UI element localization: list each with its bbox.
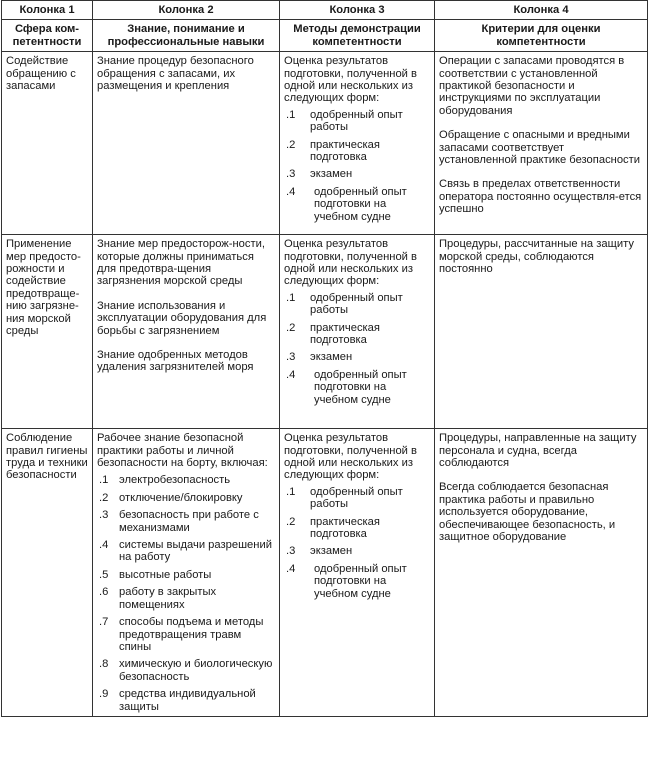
methods-cell [280, 235, 435, 429]
list-number: .9 [99, 688, 109, 701]
list-text: химическую и биологическую безопасность [119, 658, 273, 683]
list-text: экзамен [310, 168, 353, 181]
list-text: практическая подготовка [310, 321, 380, 347]
methods-intro: Оценка результатов подготовки, полученной в одной или нескольких из следующих форм: [284, 432, 417, 482]
competence-cell: Содействие обращению с запасами [2, 52, 93, 235]
knowledge-paragraph: Знание использования и эксплуатации оборудования для борьбы с загрязнением [97, 299, 267, 337]
knowledge-cell [93, 235, 280, 429]
list-item [97, 509, 275, 534]
list-text: высотные работы [119, 568, 212, 581]
list-text: одобренный опыт подготовки на учебном судне [314, 368, 407, 406]
list-text: практическая подготовка [310, 138, 380, 164]
list-item [97, 569, 275, 581]
list-text: одобренный опыт подготовки на учебном судне [314, 185, 407, 223]
knowledge-paragraph: Знание мер предосторож-ности, которые должны приниматься для предотвра-щения загрязнения морской среды [97, 238, 265, 288]
list-text: одобренный опыт работы [310, 485, 403, 511]
methods-list [284, 109, 430, 223]
list-item [284, 486, 430, 511]
list-item [97, 586, 275, 611]
table-row [2, 429, 648, 717]
header-methods: Методы демонстрации компетентности [280, 20, 435, 52]
knowledge-paragraph: Знание одобренных методов удаления загрязнителей моря [97, 349, 254, 374]
list-item [97, 474, 275, 486]
list-item [97, 658, 275, 683]
list-item [284, 186, 430, 223]
header-knowledge: Знание, понимание и профессиональные навыки [93, 20, 280, 52]
list-text: экзамен [310, 545, 353, 558]
column-number-3: Колонка 3 [280, 1, 435, 20]
competence-cell: Соблюдение правил гигиены труда и техники безопасности [2, 429, 93, 717]
column-number-row [2, 1, 648, 20]
list-number: .1 [286, 108, 296, 121]
methods-list [284, 292, 430, 406]
list-item [284, 516, 430, 541]
knowledge-cell [93, 429, 280, 717]
list-item [97, 616, 275, 653]
list-number: .5 [99, 568, 109, 581]
list-number: .6 [99, 586, 109, 599]
list-text: электробезопасность [119, 474, 231, 487]
list-number: .4 [286, 368, 296, 381]
list-number: .1 [286, 485, 296, 498]
list-text: безопасность при работе с механизмами [119, 509, 259, 534]
column-number-1: Колонка 1 [2, 1, 93, 20]
list-number: .4 [286, 562, 296, 575]
knowledge-cell [93, 52, 280, 235]
list-number: .3 [99, 509, 109, 522]
column-header-row [2, 20, 648, 52]
header-competence-sphere: Сфера ком- петентности [2, 20, 93, 52]
list-text: способы подъема и методы предотвращения травм спины [119, 616, 264, 653]
methods-intro: Оценка результатов подготовки, полученной в одной или нескольких из следующих форм: [284, 55, 417, 105]
methods-cell [280, 52, 435, 235]
list-item [97, 688, 275, 713]
knowledge-intro: Рабочее знание безопасной практики работы и личной безопасности на борту, включая: [97, 432, 268, 470]
list-item [284, 351, 430, 363]
knowledge-paragraph: Знание процедур безопасного обращения с запасами, их размещения и крепления [97, 55, 254, 93]
criteria-paragraph: Операции с запасами проводятся в соответствии с установленной практикой безопасности и инструкциями по эксплуатации оборудования [439, 55, 625, 117]
list-text: экзамен [310, 351, 353, 364]
list-item [284, 563, 430, 600]
list-number: .1 [286, 291, 296, 304]
criteria-paragraph: Процедуры, рассчитанные на защиту морской среды, соблюдаются постоянно [439, 238, 634, 276]
list-text: отключение/блокировку [119, 491, 243, 504]
list-item [284, 292, 430, 317]
criteria-paragraph: Всегда соблюдается безопасная практика работы и правильно используется оборудование, обеспечивающее безопасность, и защитное оборудование [439, 481, 616, 544]
list-item [97, 539, 275, 564]
list-item [284, 109, 430, 134]
table-row [2, 52, 648, 235]
list-text: средства индивидуальной защиты [119, 688, 256, 713]
header-criteria: Критерии для оценки компетентности [435, 20, 648, 52]
table-row [2, 235, 648, 429]
criteria-cell [435, 52, 648, 235]
criteria-paragraph: Обращение с опасными и вредными запасами соответствует установленной практике безопасности [439, 129, 641, 167]
list-number: .2 [99, 491, 109, 504]
list-text: системы выдачи разрешений на работу [119, 539, 272, 564]
methods-list [284, 486, 430, 600]
competence-cell: Применение мер предосто-рожности и содействие предотвраще-нию загрязне-ния морской среды [2, 235, 93, 429]
column-number-4: Колонка 4 [435, 1, 648, 20]
list-number: .2 [286, 138, 296, 151]
criteria-cell [435, 429, 648, 717]
methods-intro: Оценка результатов подготовки, полученной в одной или нескольких из следующих форм: [284, 238, 417, 288]
list-text: одобренный опыт работы [310, 291, 403, 317]
methods-cell [280, 429, 435, 717]
list-item [284, 168, 430, 180]
competence-table [1, 0, 648, 717]
list-number: .3 [286, 168, 296, 181]
criteria-paragraph: Связь в пределах ответственности оператора постоянно осуществля-ется успешно [439, 178, 642, 216]
criteria-paragraph: Процедуры, направленные на защиту персонала и судна, всегда соблюдаются [439, 432, 637, 470]
list-number: .2 [286, 515, 296, 528]
list-number: .7 [99, 616, 109, 629]
list-number: .4 [286, 185, 296, 198]
list-item [284, 322, 430, 347]
list-item [284, 139, 430, 164]
list-number: .1 [99, 474, 109, 487]
list-number: .3 [286, 545, 296, 558]
column-number-2: Колонка 2 [93, 1, 280, 20]
list-text: одобренный опыт работы [310, 108, 403, 134]
list-item [284, 369, 430, 406]
list-item [284, 545, 430, 557]
list-text: практическая подготовка [310, 515, 380, 541]
criteria-cell [435, 235, 648, 429]
list-number: .3 [286, 351, 296, 364]
knowledge-list [97, 474, 275, 713]
list-number: .8 [99, 658, 109, 671]
list-number: .4 [99, 539, 109, 552]
list-number: .2 [286, 321, 296, 334]
list-text: одобренный опыт подготовки на учебном судне [314, 562, 407, 600]
list-text: работу в закрытых помещениях [119, 586, 217, 611]
list-item [97, 492, 275, 504]
